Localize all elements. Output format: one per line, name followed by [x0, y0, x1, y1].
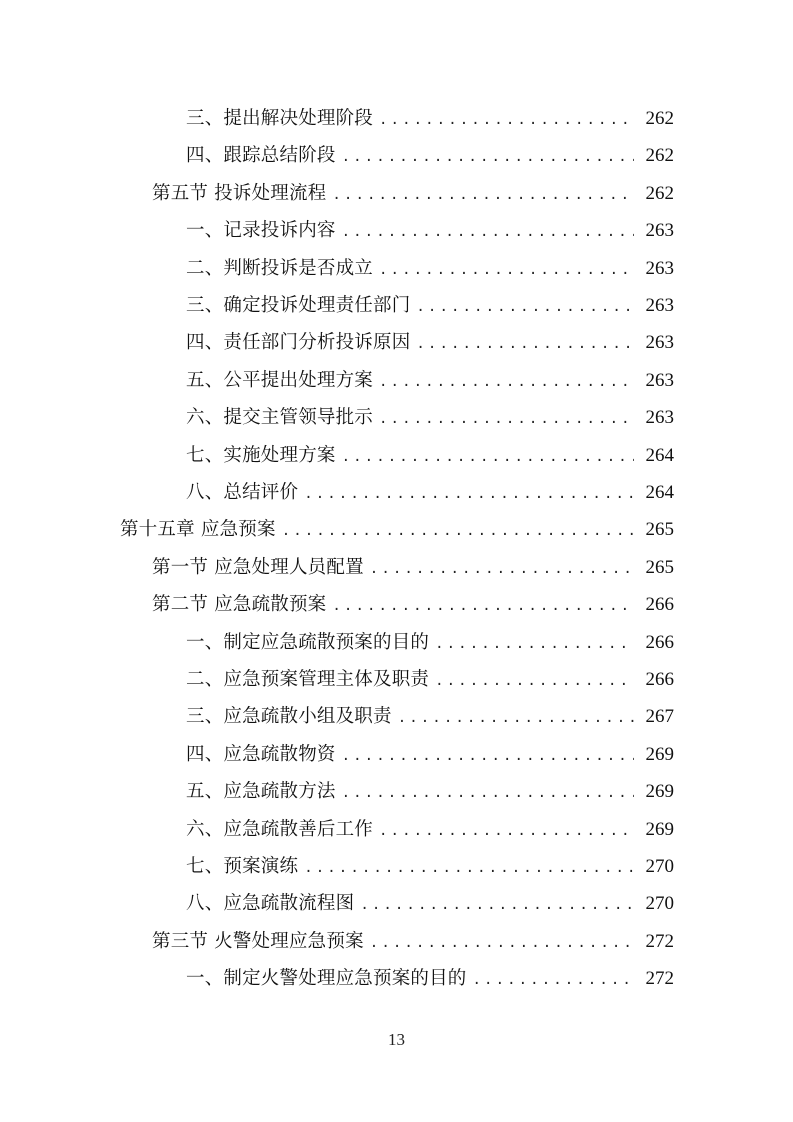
toc-subsection-entry[interactable] — [186, 399, 674, 436]
toc-subsection-entry[interactable] — [186, 736, 674, 773]
toc-leader-dots — [370, 551, 634, 588]
toc-entry-page: 267 — [645, 706, 674, 728]
toc-entry-page: 265 — [645, 556, 674, 578]
toc-entry-page: 265 — [645, 519, 674, 541]
toc-entry-page: 269 — [645, 743, 674, 765]
toc-entry-page: 272 — [645, 968, 674, 990]
toc-subsection-entry[interactable] — [186, 661, 674, 698]
toc-leader-dots — [370, 925, 634, 962]
toc-entry-page: 266 — [645, 669, 674, 690]
toc-leader-dots — [416, 326, 634, 363]
toc-leader-dots — [360, 887, 634, 924]
toc-leader-dots — [304, 850, 634, 887]
page-number: 13 — [388, 1030, 405, 1049]
toc-leader-dots — [416, 289, 634, 326]
toc-entry-title: 第十五章 应急预案 — [120, 519, 276, 541]
toc-subsection-entry[interactable] — [186, 437, 674, 474]
toc-leader-dots — [435, 663, 634, 700]
toc-entry-title: 二、判断投诉是否成立 — [186, 257, 374, 279]
toc-entry-title: 第三节 火警处理应急预案 — [152, 930, 364, 952]
toc-subsection-entry[interactable] — [186, 885, 674, 922]
toc-leader-dots — [473, 962, 634, 999]
toc-subsection-entry[interactable] — [186, 287, 674, 324]
toc-leader-dots — [304, 476, 634, 513]
toc-subsection-entry[interactable] — [186, 773, 674, 810]
toc-entry-page: 263 — [645, 369, 674, 391]
toc-entry-page: 263 — [645, 220, 674, 242]
toc-section-entry[interactable] — [152, 175, 674, 212]
toc-entry-title: 一、记录投诉内容 — [186, 220, 336, 242]
toc-leader-dots — [379, 364, 634, 401]
toc-leader-dots — [379, 252, 634, 289]
toc-entry-page: 262 — [645, 182, 674, 204]
toc-subsection-entry[interactable] — [186, 250, 674, 287]
toc-entry-title: 五、应急疏散方法 — [186, 781, 336, 803]
toc-entry-title: 一、制定火警处理应急预案的目的 — [186, 968, 467, 990]
toc-entry-page: 269 — [645, 781, 674, 803]
toc-entry-title: 三、确定投诉处理责任部门 — [186, 295, 411, 316]
toc-section-entry[interactable] — [152, 586, 674, 623]
toc-leader-dots — [342, 214, 634, 251]
toc-entry-page: 262 — [645, 108, 674, 129]
toc-entry-title: 四、跟踪总结阶段 — [186, 145, 336, 167]
toc-entry-title: 六、提交主管领导批示 — [186, 407, 374, 429]
toc-entry-title: 八、总结评价 — [186, 482, 299, 503]
toc-subsection-entry[interactable] — [186, 474, 674, 511]
toc-entry-title: 八、应急疏散流程图 — [186, 893, 355, 915]
toc-entry-page: 266 — [645, 594, 674, 616]
toc-entry-title: 第一节 应急处理人员配置 — [152, 556, 364, 578]
toc-subsection-entry[interactable] — [186, 960, 674, 997]
toc-entry-title: 五、公平提出处理方案 — [186, 369, 374, 391]
toc-leader-dots — [282, 513, 634, 550]
toc-entry-title: 四、责任部门分析投诉原因 — [186, 332, 411, 354]
toc-section-entry[interactable] — [152, 549, 674, 586]
toc-entry-title: 第五节 投诉处理流程 — [152, 182, 327, 204]
toc-leader-dots — [342, 439, 634, 476]
toc-entry-title: 一、制定应急疏散预案的目的 — [186, 631, 430, 653]
toc-entry-page: 264 — [645, 444, 674, 466]
toc-leader-dots — [398, 700, 634, 737]
toc-entry-page: 263 — [645, 332, 674, 354]
toc-subsection-entry[interactable] — [186, 100, 674, 137]
toc-subsection-entry[interactable] — [186, 811, 674, 848]
toc-subsection-entry[interactable] — [186, 324, 674, 361]
toc-entry-title: 第二节 应急疏散预案 — [152, 594, 327, 616]
toc-leader-dots — [379, 813, 634, 850]
toc-leader-dots — [342, 775, 634, 812]
toc-leader-dots — [332, 588, 634, 625]
toc-leader-dots — [435, 626, 634, 663]
toc-subsection-entry[interactable] — [186, 212, 674, 249]
toc-chapter-entry[interactable] — [120, 511, 674, 548]
toc-subsection-entry[interactable] — [186, 137, 674, 174]
toc-entry-title: 三、应急疏散小组及职责 — [186, 706, 392, 728]
toc-entry-page: 264 — [645, 482, 674, 503]
toc-leader-dots — [379, 102, 634, 139]
toc-entry-page: 262 — [645, 145, 674, 167]
toc-entry-page: 263 — [645, 407, 674, 429]
toc-entry-page: 266 — [645, 631, 674, 653]
toc-subsection-entry[interactable] — [186, 624, 674, 661]
toc-entry-page: 270 — [645, 893, 674, 915]
toc-leader-dots — [342, 738, 634, 775]
toc-entry-title: 六、应急疏散善后工作 — [186, 818, 374, 840]
toc-entry-title: 七、实施处理方案 — [186, 444, 336, 466]
toc-entry-page: 269 — [645, 818, 674, 840]
toc-entry-page: 263 — [645, 295, 674, 316]
toc-leader-dots — [379, 401, 634, 438]
toc-entry-title: 四、应急疏散物资 — [186, 743, 336, 765]
toc-subsection-entry[interactable] — [186, 848, 674, 885]
toc-entry-title: 三、提出解决处理阶段 — [186, 108, 374, 129]
toc-entry-page: 263 — [645, 257, 674, 279]
toc-entry-page: 270 — [645, 856, 674, 877]
toc-entry-title: 七、预案演练 — [186, 856, 299, 877]
toc-leader-dots — [342, 139, 634, 176]
toc-entry-title: 二、应急预案管理主体及职责 — [186, 669, 430, 690]
toc-subsection-entry[interactable] — [186, 362, 674, 399]
toc-entry-page: 272 — [645, 930, 674, 952]
toc-subsection-entry[interactable] — [186, 698, 674, 735]
toc-section-entry[interactable] — [152, 923, 674, 960]
toc-leader-dots — [332, 177, 634, 214]
